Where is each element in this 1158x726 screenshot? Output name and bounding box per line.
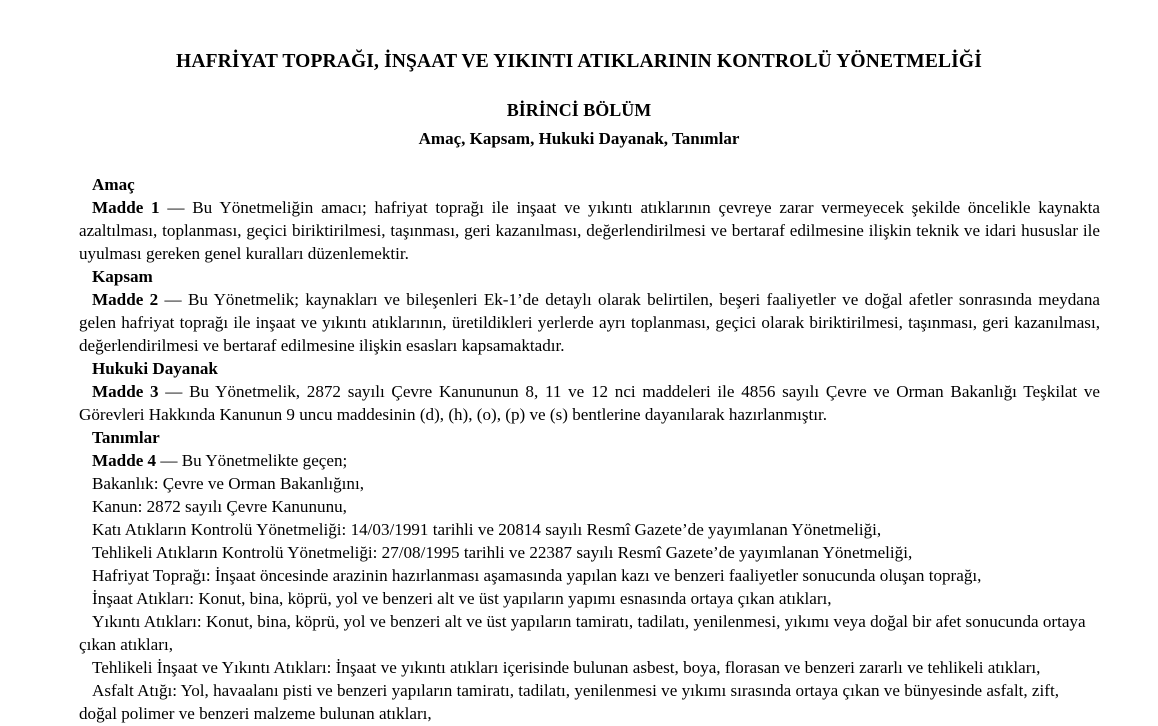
article-text-madde-1: Bu Yönetmeliğin amacı; hafriyat toprağı ile inşaat ve yıkıntı atıklarının çevreye zarar vermeyecek şekilde öncelikle kaynakta azaltılması, toplanması, geçici biriktirilmesi, taşınması, geri kazanılması, değerlendirilmesi ve bertaraf edilmesine ilişkin teknik ve idari hususlar ile uyulması gereken genel kuralları düzenlemektir. [79, 197, 1100, 263]
article-label-madde-3: Madde 3 [92, 381, 159, 401]
section-heading-kapsam: Kapsam [92, 266, 153, 286]
article-label-madde-1: Madde 1 [92, 197, 160, 217]
article-label-madde-4: Madde 4 [92, 450, 157, 470]
chapter-heading: BİRİNCİ BÖLÜM [506, 100, 652, 121]
definition-item: Hafriyat Toprağı: İnşaat öncesinde arazinin hazırlanması aşamasında yapılan kazı ve benzeri faaliyetler sonucunda oluşan toprağı, [92, 565, 982, 585]
article-text-madde-2: Bu Yönetmelik; kaynakları ve bileşenleri Ek-1’de detaylı olarak belirtilen, beşeri faaliyetler ve doğal afetler sonrasında meydana gelen hafriyat toprağı ile inşaat ve yıkıntı atıklarının, üretildikleri yerlerde ayrı toplanması, geçici olarak biriktirilmesi, taşınması, geri kazanılması, değerlendirilmesi ve bertaraf edilmesine ilişkin esasları kapsamaktadır. [79, 289, 1101, 355]
article-text-madde-3: Bu Yönetmelik, 2872 sayılı Çevre Kanununun 8, 11 ve 12 nci maddeleri ile 4856 sayılı Çevre ve Orman Bakanlığı Teşkilat ve Görevleri Hakkında Kanunun 9 uncu maddesinin (d), (h), (o), (p) ve (s) bentlerine dayanılarak hazırlanmıştır. [79, 381, 1101, 424]
definition-item: Kanun: 2872 sayılı Çevre Kanununu, [92, 496, 347, 516]
section-heading-amac: Amaç [92, 174, 135, 194]
article-paragraph-madde-3 [79, 381, 1100, 427]
definition-item: Bakanlık: Çevre ve Orman Bakanlığını, [92, 473, 365, 493]
section-heading-tanimlar: Tanımlar [92, 427, 160, 447]
em-dash-separator-amac: — [159, 197, 193, 217]
definition-list [79, 473, 1100, 726]
em-dash-separator-tanimlar: — [156, 450, 182, 470]
article-label-madde-2: Madde 2 [92, 289, 159, 309]
definition-item: Tehlikeli İnşaat ve Yıkıntı Atıkları: İnşaat ve yıkıntı atıkları içerisinde bulunan asbest, boya, florasan ve benzeri zararlı ve tehlikeli atıkları, [92, 657, 1041, 677]
article-text-madde-4: Bu Yönetmelikte geçen; [181, 450, 348, 470]
em-dash-separator-kapsam: — [158, 289, 188, 309]
article-paragraph-madde-2 [79, 289, 1100, 358]
article-paragraph-madde-4 [79, 450, 1100, 473]
page-title: HAFRİYAT TOPRAĞI, İNŞAAT VE YIKINTI ATIKLARININ KONTROLÜ YÖNETMELİĞİ [176, 51, 982, 72]
em-dash-separator-hukuki-dayanak: — [158, 381, 190, 401]
article-paragraph-madde-1 [79, 197, 1100, 266]
section-heading-hukuki-dayanak: Hukuki Dayanak [92, 358, 218, 378]
definition-item: İnşaat Atıkları: Konut, bina, köprü, yol ve benzeri alt ve üst yapıların yapımı esnasında ortaya çıkan atıkları, [92, 588, 832, 608]
definition-item: Asfalt Atığı: Yol, havaalanı pisti ve benzeri yapıların tamiratı, tadilatı, yenilenmesi ve yıkımı sırasında ortaya çıkan ve bünyesinde asfalt, zift, doğal polimer ve benzeri malzeme bulunan atıkları, [79, 680, 1059, 723]
document-body [0, 174, 1158, 726]
chapter-subheading: Amaç, Kapsam, Hukuki Dayanak, Tanımlar [418, 129, 740, 149]
definition-item: Katı Atıkların Kontrolü Yönetmeliği: 14/03/1991 tarihli ve 20814 sayılı Resmî Gazete’de yayımlanan Yönetmeliği, [92, 519, 882, 539]
definition-item: Tehlikeli Atıkların Kontrolü Yönetmeliği: 27/08/1995 tarihli ve 22387 sayılı Resmî Gazete’de yayımlanan Yönetmeliği, [92, 542, 913, 562]
definition-item: Yıkıntı Atıkları: Konut, bina, köprü, yol ve benzeri alt ve üst yapıların tamiratı, tadilatı, yenilenmesi, yıkımı veya doğal bir afet sonucunda ortaya çıkan atıkları, [79, 611, 1086, 654]
chapter-heading-block [0, 97, 1158, 152]
